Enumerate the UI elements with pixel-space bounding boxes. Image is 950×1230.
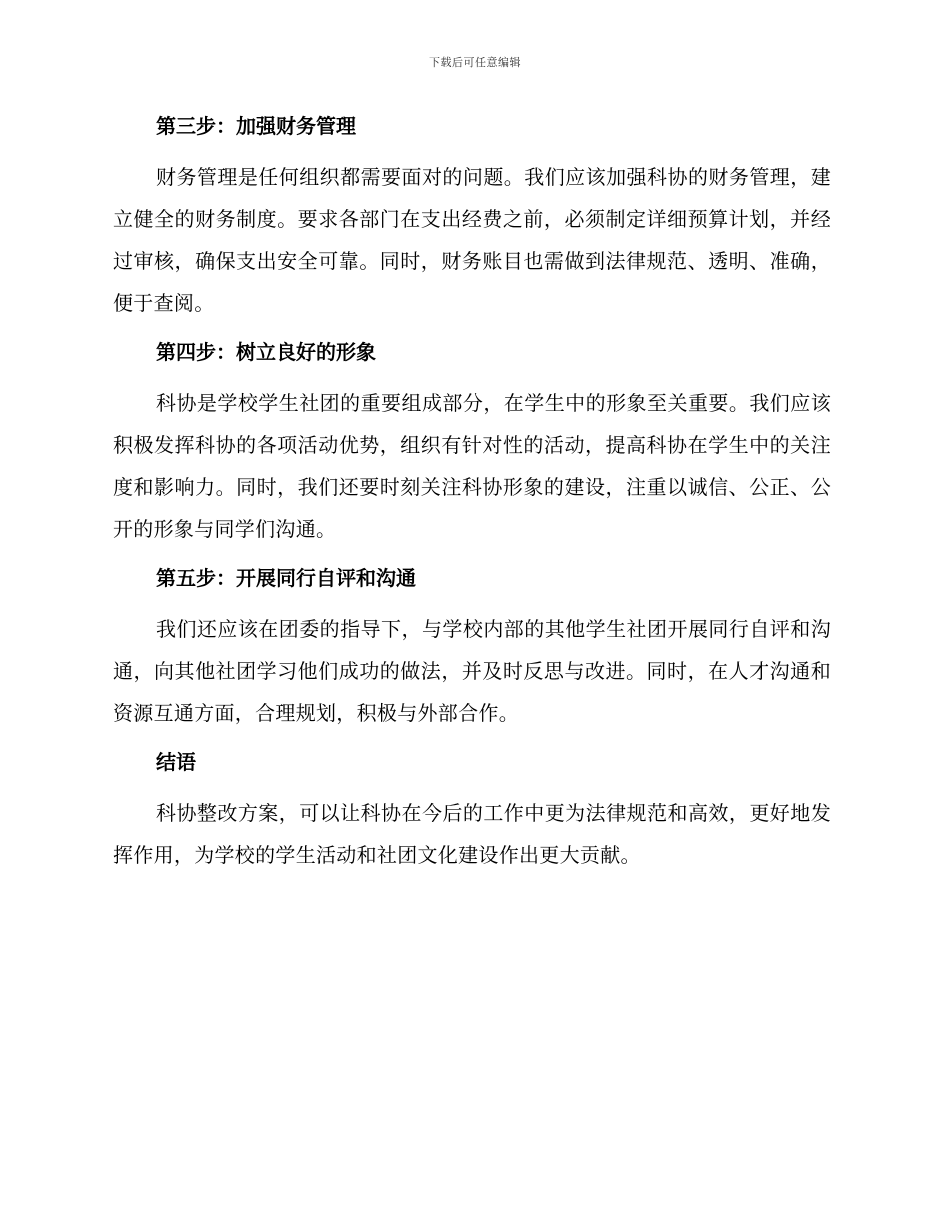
section-heading-step-5: 第五步：开展同行自评和沟通 (156, 566, 416, 590)
page-header: 下载后可任意编辑 (429, 56, 521, 69)
section-heading-conclusion: 结语 (156, 750, 196, 774)
section-heading-step-4: 第四步：树立良好的形象 (156, 340, 376, 364)
section-paragraph-step-3: 财务管理是任何组织都需要面对的问题。我们应该加强科协的财务管理，建立健全的财务制度。要求各部门在支出经费之前，必须制定详细预算计划，并经过审核，确保支出安全可靠。同时，财务账目也需做到法律规范、透明、准确，便于查阅。 (113, 165, 831, 315)
section-heading-step-3: 第三步：加强财务管理 (156, 114, 356, 138)
section-paragraph-step-4: 科协是学校学生社团的重要组成部分，在学生中的形象至关重要。我们应该积极发挥科协的各项活动优势，组织有针对性的活动，提高科协在学生中的关注度和影响力。同时，我们还要时刻关注科协形象的建设，注重以诚信、公正、公开的形象与同学们沟通。 (113, 391, 831, 541)
section-paragraph-step-5: 我们还应该在团委的指导下，与学校内部的其他学生社团开展同行自评和沟通，向其他社团学习他们成功的做法，并及时反思与改进。同时，在人才沟通和资源互通方面，合理规划，积极与外部合作。 (113, 617, 831, 725)
section-paragraph-conclusion: 科协整改方案，可以让科协在今后的工作中更为法律规范和高效，更好地发挥作用，为学校的学生活动和社团文化建设作出更大贡献。 (113, 801, 831, 867)
document-body (113, 110, 831, 888)
